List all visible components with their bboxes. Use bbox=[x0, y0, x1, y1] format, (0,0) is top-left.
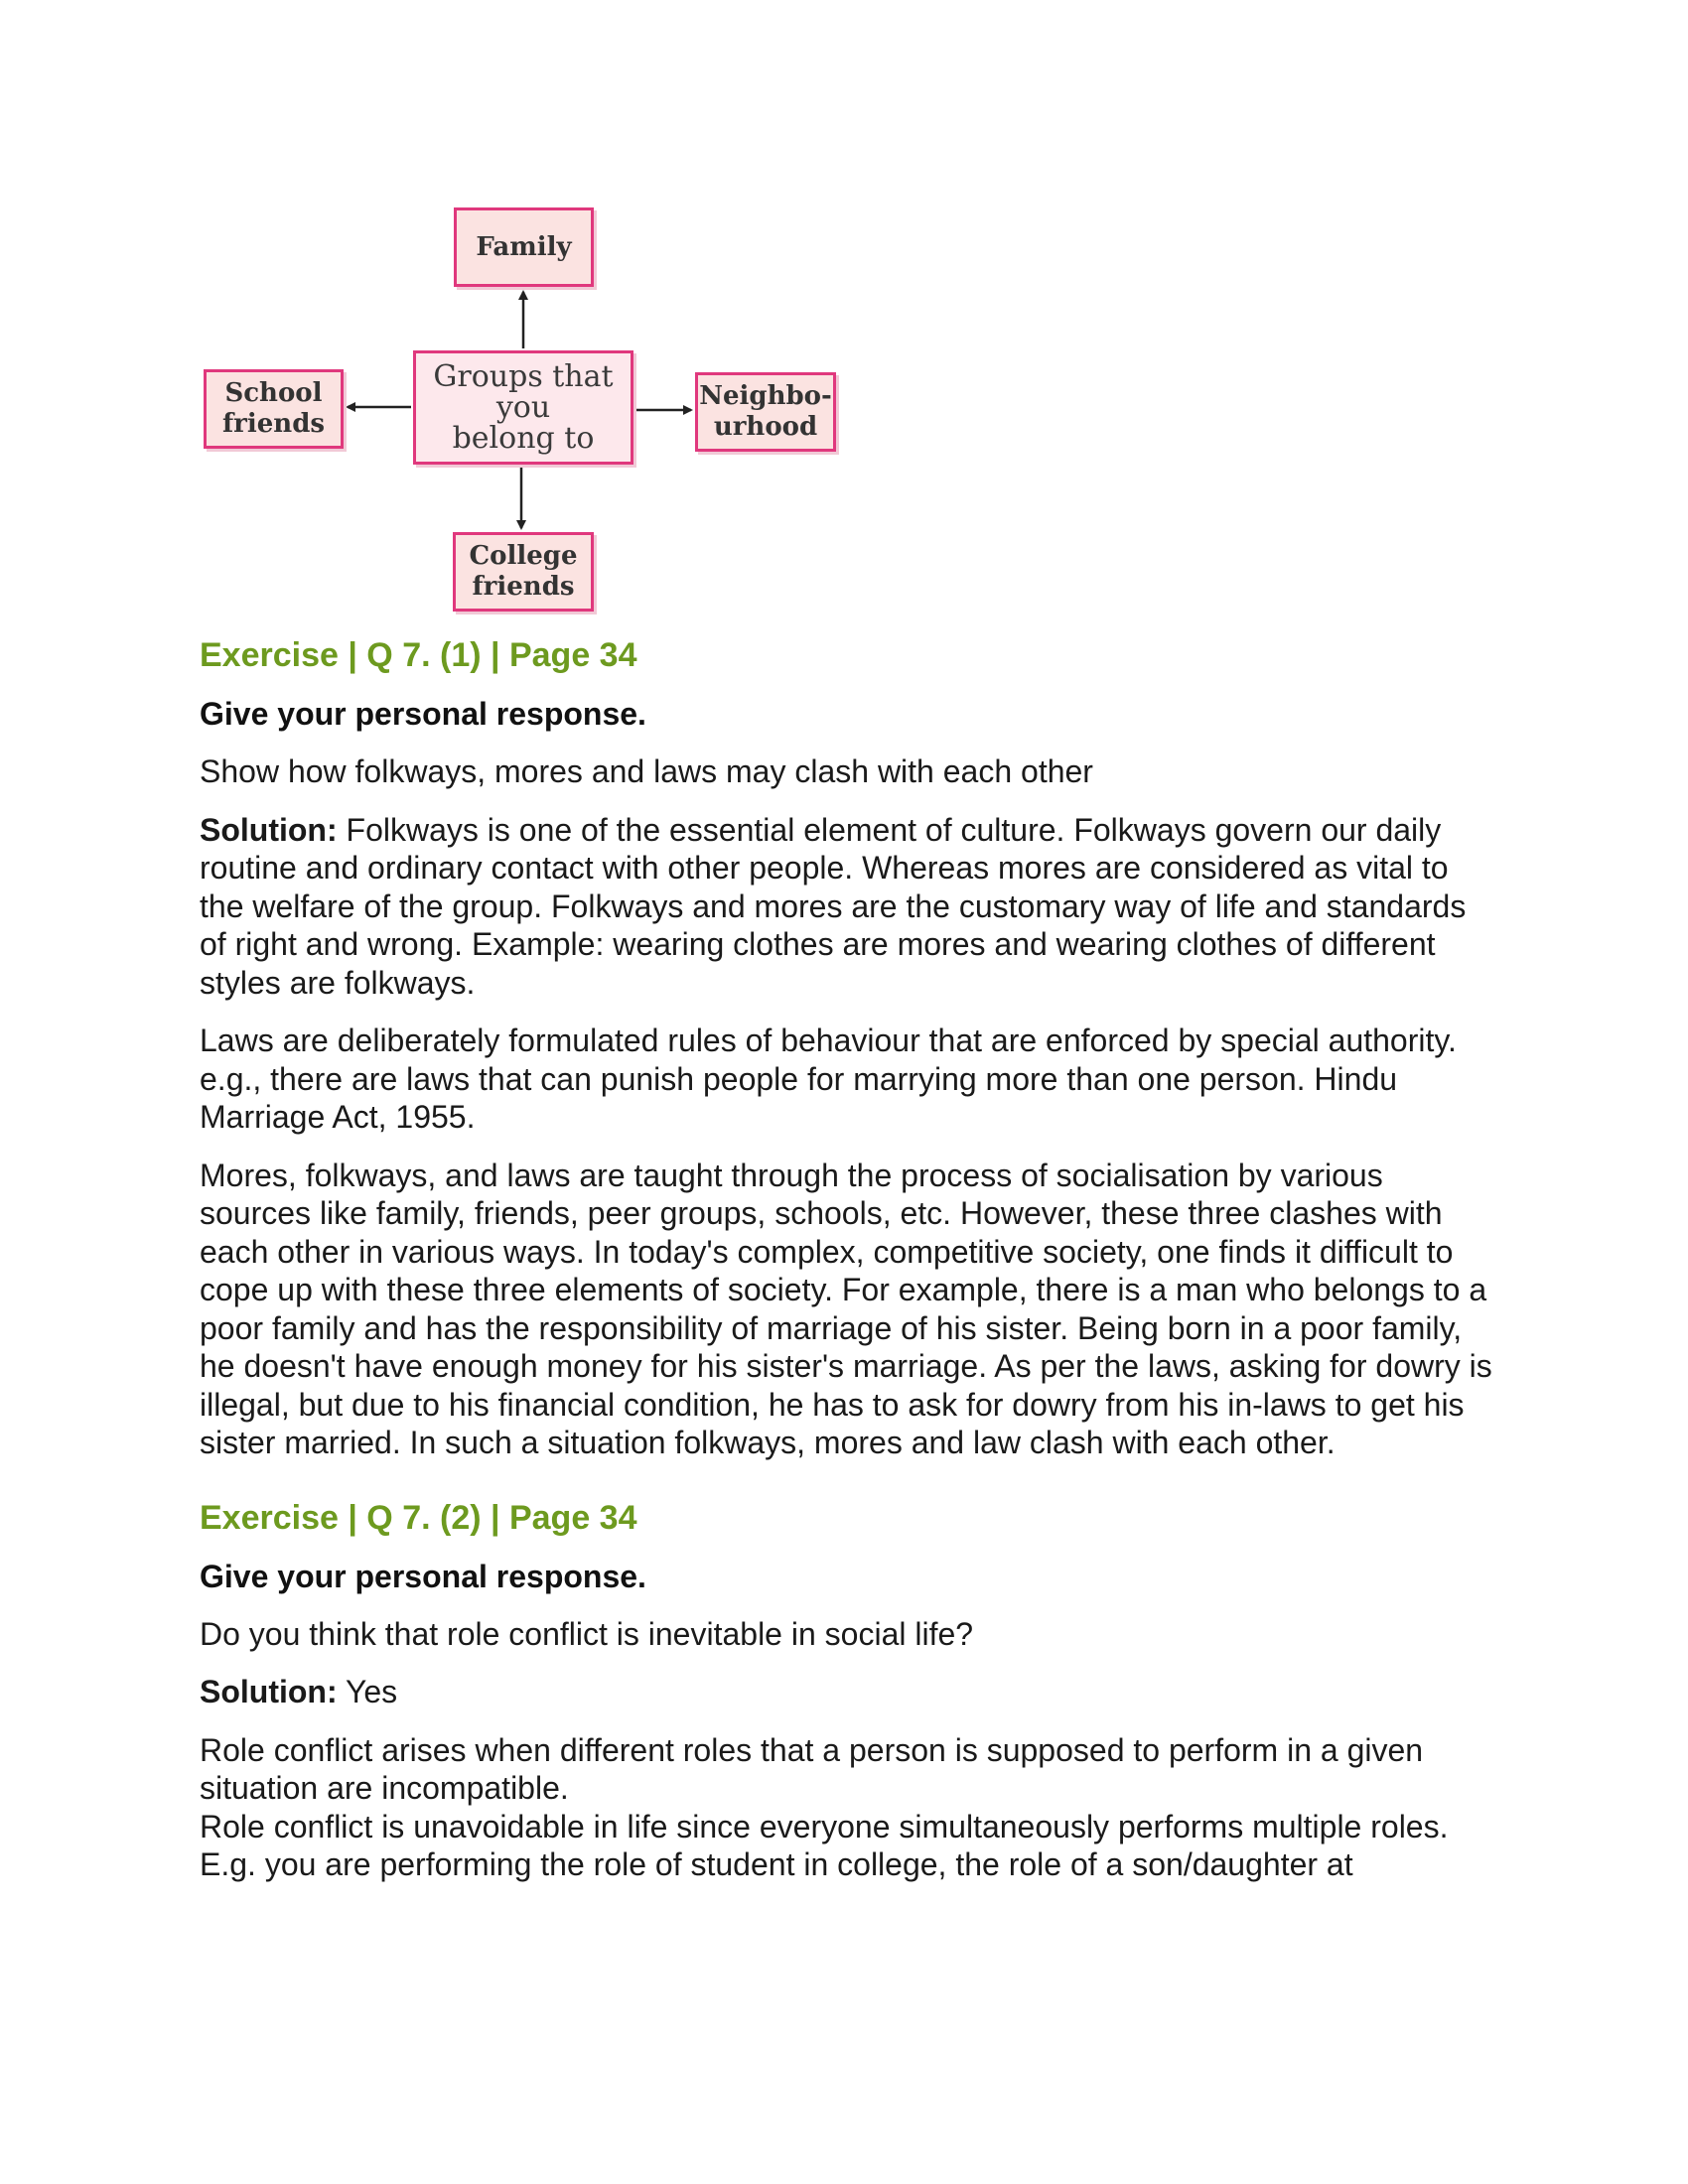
q2-solution-text: Yes bbox=[337, 1674, 398, 1709]
center-label-line2: you bbox=[495, 390, 551, 425]
school-friends-box bbox=[204, 369, 344, 449]
neighbourhood-box bbox=[695, 372, 836, 452]
school-label-line2: friends bbox=[221, 409, 326, 439]
college-friends-box bbox=[453, 532, 594, 612]
q2-solution bbox=[200, 1673, 1500, 1711]
college-label-line1: College bbox=[469, 541, 578, 571]
neighbourhood-label-line2: urhood bbox=[713, 412, 818, 442]
q1-prompt: Give your personal response. bbox=[200, 696, 646, 732]
q2-line-3: E.g. you are performing the role of student in college, the role of a son/daughter at bbox=[200, 1846, 1353, 1882]
q1-paragraph-3: Mores, folkways, and laws are taught through the process of socialisation by various sources like family, friends, peer groups, schools, etc. However, these three clashes with each other in various ways. In today's complex, competitive society, one finds it difficult to cope up with these three elements of society. For example, there is a man who belongs to a poor family and has the responsibility of marriage of his sister. Being born in a poor family, he doesn't have enough money for his sister's marriage. As per the laws, asking for dowry is illegal, but due to his financial condition, he has to ask for dowry from his in-laws to get his sister married. In such a situation folkways, mores and law clash with each other. bbox=[200, 1157, 1492, 1460]
q2-line-2: Role conflict is unavoidable in life since everyone simultaneously performs multiple roles. bbox=[200, 1808, 1449, 1844]
school-label-line1: School bbox=[224, 378, 323, 408]
groups-diagram bbox=[0, 0, 1688, 625]
q1-paragraph-2: Laws are deliberately formulated rules of behaviour that are enforced by special authority. e.g., there are laws that can punish people for marrying more than one person. Hindu Marriage Act, 1955. bbox=[200, 1023, 1457, 1135]
center-label-line1: Groups that bbox=[433, 359, 614, 394]
center-box bbox=[413, 350, 633, 465]
page-content bbox=[200, 635, 1500, 1884]
q2-line-1: Role conflict arises when different roles that a person is supposed to perform in a given situation are incompatible. bbox=[200, 1731, 1424, 1806]
q1-solution-text: Folkways is one of the essential element of culture. Folkways govern our daily routine and ordinary contact with other people. Whereas mores are considered as vital to the welfare of the group. Folkways and mores are the customary way of life and standards of right and wrong. Example: wearing clothes are mores and wearing clothes of different styles are folkways. bbox=[200, 811, 1467, 1001]
q2-prompt: Give your personal response. bbox=[200, 1558, 646, 1594]
q1-solution bbox=[200, 811, 1500, 1003]
center-label-line3: belong to bbox=[452, 421, 595, 456]
q2-question: Do you think that role conflict is inevitable in social life? bbox=[200, 1615, 974, 1652]
neighbourhood-label-line1: Neighbo- bbox=[699, 381, 832, 411]
college-label-line2: friends bbox=[472, 572, 575, 602]
diagram-arrows bbox=[0, 0, 1688, 625]
q2-solution-label: Solution: bbox=[200, 1674, 338, 1709]
family-box bbox=[454, 207, 594, 287]
family-label: Family bbox=[476, 231, 572, 262]
q2-paragraph bbox=[200, 1731, 1500, 1884]
q1-solution-label: Solution: bbox=[200, 811, 338, 848]
q1-heading: Exercise | Q 7. (1) | Page 34 bbox=[200, 636, 637, 674]
q1-question: Show how folkways, mores and laws may clash with each other bbox=[200, 753, 1093, 789]
q2-heading: Exercise | Q 7. (2) | Page 34 bbox=[200, 1498, 637, 1537]
